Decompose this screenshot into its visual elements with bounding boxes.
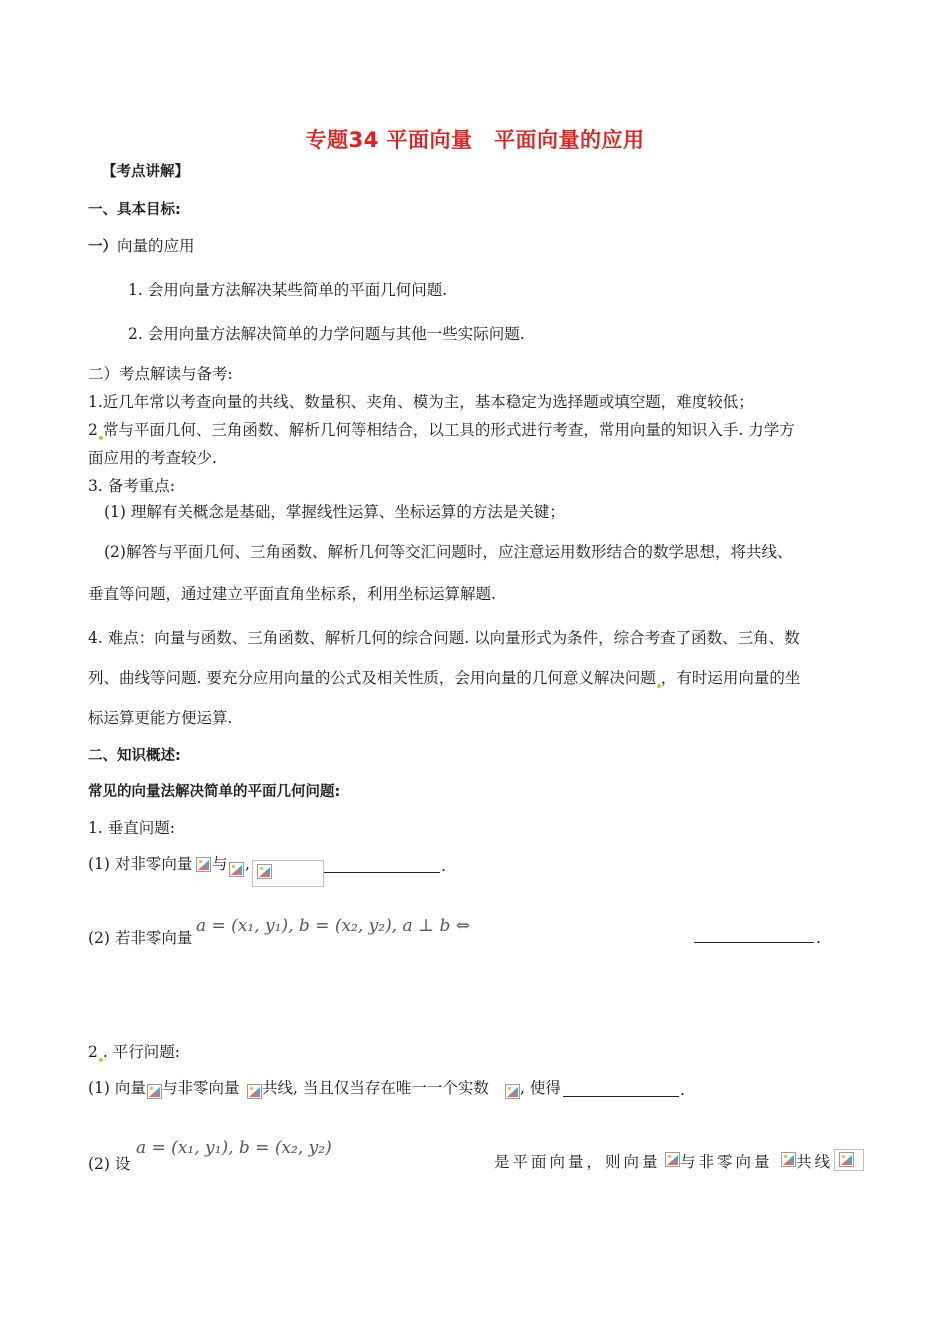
goal-item: 2. 会用向量方法解决简单的力学问题与其他一些实际问题. bbox=[128, 325, 525, 343]
paragraph bbox=[88, 420, 795, 440]
question-text: (1) 对非零向量 bbox=[88, 855, 193, 873]
broken-image-icon bbox=[505, 1084, 520, 1099]
subheading-common: 常见的向量法解决简单的平面几何问题: bbox=[88, 784, 341, 800]
broken-image-icon bbox=[196, 857, 211, 872]
paragraph: 1.近几年常以考查向量的共线、数量积、夹角、模为主，基本稳定为选择题或填空题，难度较低； bbox=[88, 393, 754, 411]
question-text: , bbox=[245, 855, 250, 873]
question-text: 与 bbox=[212, 855, 228, 873]
heading-explain: 【考点讲解】 bbox=[102, 164, 189, 180]
question-text: . bbox=[816, 929, 821, 947]
subheading-application bbox=[88, 236, 195, 257]
question-number: 2 bbox=[88, 1043, 98, 1061]
question-text: . 平行问题: bbox=[102, 1043, 180, 1061]
broken-image-icon bbox=[247, 1084, 262, 1099]
answer-blank[interactable] bbox=[324, 856, 440, 873]
question-line bbox=[88, 854, 192, 874]
broken-image-icon bbox=[147, 1084, 162, 1099]
answer-blank[interactable] bbox=[563, 1080, 679, 1097]
paragraph-text: 列、曲线等问题. 要充分应用向量的公式及相关性质，会用向量的几何意义解决问题 bbox=[88, 669, 656, 687]
paragraph: (1) 理解有关概念是基础，掌握线性运算、坐标运算的方法是关键； bbox=[104, 503, 565, 521]
subheading-exam: 二）考点解读与备考: bbox=[88, 365, 233, 383]
question-text: , 使得 bbox=[520, 1079, 561, 1097]
question-text: . bbox=[680, 1081, 685, 1099]
section-heading-overview: 二、知识概述: bbox=[88, 748, 181, 764]
broken-image-icon bbox=[257, 864, 272, 879]
question-heading bbox=[88, 1042, 180, 1062]
answer-blank[interactable] bbox=[694, 926, 814, 943]
paragraph: 4. 难点：向量与函数、三角函数、解析几何的综合问题. 以向量形式为条件，综合考查了函数、三角、数 bbox=[88, 629, 800, 647]
subheading-text: 向量的应用 bbox=[117, 237, 195, 255]
paragraph: 面应用的考查较少. bbox=[88, 449, 217, 467]
subheading-number: 一） bbox=[88, 239, 117, 255]
broken-image-icon bbox=[839, 1152, 854, 1167]
paragraph-number: 2 bbox=[88, 421, 98, 439]
paragraph-text: ，有时运用向量的坐 bbox=[660, 669, 801, 687]
question-text: 与非零向量 bbox=[680, 1153, 773, 1171]
paragraph bbox=[88, 668, 800, 688]
question-text: (1) 向量 bbox=[88, 1079, 146, 1097]
question-text: 共线, 当且仅当存在唯一一个实数 bbox=[262, 1079, 489, 1097]
broken-image-icon bbox=[665, 1152, 680, 1167]
paragraph: 3. 备考重点: bbox=[88, 477, 175, 495]
question-text: . bbox=[441, 857, 446, 875]
paragraph: 垂直等问题，通过建立平面直角坐标系，利用坐标运算解题. bbox=[88, 585, 496, 603]
math-formula: a = (x₁, y₁), b = (x₂, y₂) bbox=[136, 1138, 332, 1158]
question-text: 共线 bbox=[796, 1153, 834, 1171]
section-heading-goals: 一、具本目标: bbox=[88, 202, 181, 218]
goal-item: 1. 会用向量方法解决某些简单的平面几何问题. bbox=[128, 281, 448, 299]
question-text: (2) 设 bbox=[88, 1155, 131, 1173]
page-title: 专题34 平面向量 平面向量的应用 bbox=[305, 128, 645, 152]
math-formula: a = (x₁, y₁), b = (x₂, y₂), a ⊥ b ⇔ bbox=[196, 916, 470, 936]
question-heading: 1. 垂直问题: bbox=[88, 819, 175, 837]
paragraph: (2)解答与平面几何、三角函数、解析几何等交汇问题时，应注意运用数形结合的数学思想，将共线、 bbox=[104, 543, 793, 561]
broken-image-icon bbox=[229, 862, 244, 877]
paragraph: 标运算更能方便运算. bbox=[88, 709, 233, 727]
question-line: (2) 若非零向量 bbox=[88, 929, 193, 947]
question-text: 是平面向量，则向量 bbox=[494, 1153, 661, 1171]
paragraph-text: 常与平面几何、三角函数、解析几何等相结合，以工具的形式进行考查，常用向量的知识入手. 力学方 bbox=[102, 421, 795, 439]
broken-image-icon bbox=[781, 1152, 796, 1167]
question-text: 与非零向量 bbox=[162, 1079, 240, 1097]
